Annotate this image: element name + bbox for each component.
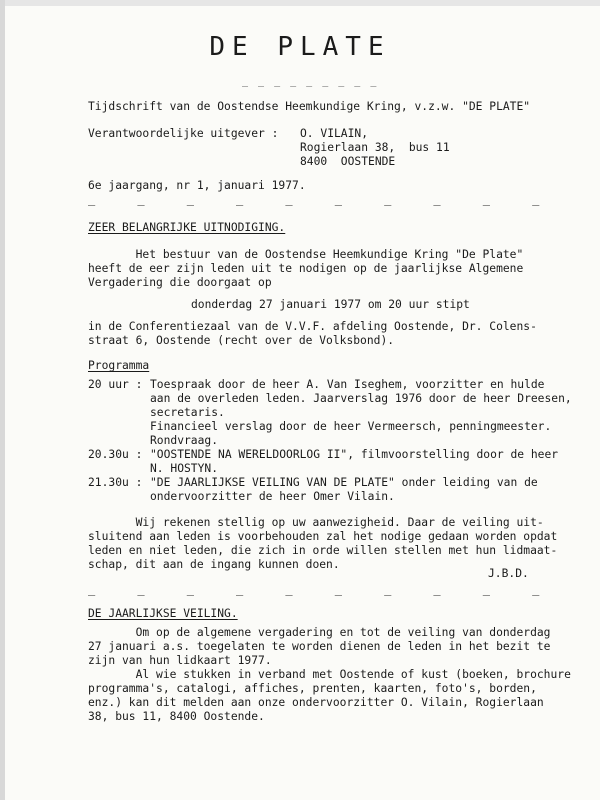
programma-line: Toespraak door de heer A. Van Iseghem, voorzitter en hulde (150, 378, 545, 391)
masthead-title: DE PLATE (209, 32, 391, 62)
signature-initials: J.B.D. (488, 567, 529, 580)
closing-line: leden en niet leden, die zich in orde willen stellen met hun lidmaat- (88, 544, 558, 557)
masthead-underline: _ _ _ _ _ _ _ _ _ (242, 76, 379, 87)
programma-line: aan de overleden leden. Jaarverslag 1976 door de heer Dreesen, (150, 392, 572, 405)
invitation-line: heeft de eer zijn leden uit te nodigen op de jaarlijkse Algemene (88, 262, 524, 275)
veiling-line: Om op de algemene vergadering en tot de veiling van donderdag (88, 626, 551, 639)
veiling-line: 38, bus 11, 8400 Oostende. (88, 710, 265, 723)
publisher-label: Verantwoordelijke uitgever : (88, 127, 279, 140)
programma-line: secretaris. (150, 406, 225, 419)
programma-line: Financieel verslag door de heer Vermeersch, penningmeester. (150, 420, 552, 433)
invitation-line: Het bestuur van de Oostendse Heemkundige Kring "De Plate" (88, 248, 524, 261)
scan-edge-left (0, 0, 5, 800)
invitation-heading: ZEER BELANGRIJKE UITNODIGING. (88, 221, 286, 234)
issue-line: 6e jaargang, nr 1, januari 1977. (88, 179, 306, 192)
programma-time: 21.30u : (88, 476, 143, 489)
programma-line: N. HOSTYN. (150, 462, 219, 475)
closing-line: Wij rekenen stellig op uw aanwezigheid. Daar de veiling uit- (88, 516, 544, 529)
programma-line: Rondvraag. (150, 434, 219, 447)
publisher-street: Rogierlaan 38, bus 11 (300, 141, 450, 154)
programma-line: "OOSTENDE NA WERELDOORLOG II", filmvoorstelling door de heer (150, 448, 559, 461)
programma-time: 20.30u : (88, 448, 143, 461)
veiling-line: programma's, catalogi, affiches, prenten, kaarten, foto's, borden, (88, 682, 537, 695)
programma-line: "DE JAARLIJKSE VEILING VAN DE PLATE" onder leiding van de (150, 476, 538, 489)
scan-edge-top (0, 0, 600, 6)
closing-line: schap, dit aan de ingang kunnen doen. (88, 558, 340, 571)
meeting-date: donderdag 27 januari 1977 om 20 uur stipt (191, 298, 470, 311)
programma-heading: Programma (88, 359, 150, 372)
meeting-place: in de Conferentiezaal van de V.V.F. afdeling Oostende, Dr. Colens- (88, 320, 537, 333)
invitation-line: Vergadering die doorgaat op (88, 276, 272, 289)
meeting-place: straat 6, Oostende (recht over de Volksbond). (88, 334, 395, 347)
veiling-line: zijn van hun lidkaart 1977. (88, 654, 272, 667)
veiling-line: Al wie stukken in verband met Oostende of kust (boeken, brochure (88, 668, 571, 681)
separator-middle: _ _ _ _ _ _ _ _ _ _ (88, 582, 541, 596)
closing-line: sluitend aan leden is voorbehouden zal het nodige gedaan worden opdat (88, 530, 558, 543)
publisher-city: 8400 OOSTENDE (300, 155, 396, 168)
publisher-name: O. VILAIN, (300, 127, 369, 140)
veiling-line: 27 januari a.s. toegelaten te worden dienen de leden in het bezit te (88, 640, 551, 653)
journal-line: Tijdschrift van de Oostendse Heemkundige Kring, v.z.w. "DE PLATE" (88, 100, 531, 113)
separator-top: _ _ _ _ _ _ _ _ _ _ (88, 192, 541, 206)
programma-line: ondervoorzitter de heer Omer Vilain. (150, 490, 395, 503)
veiling-line: enz.) kan dit melden aan onze ondervoorzitter O. Vilain, Rogierlaan (88, 696, 544, 709)
programma-time: 20 uur : (88, 378, 143, 391)
veiling-heading: DE JAARLIJKSE VEILING. (88, 607, 238, 620)
